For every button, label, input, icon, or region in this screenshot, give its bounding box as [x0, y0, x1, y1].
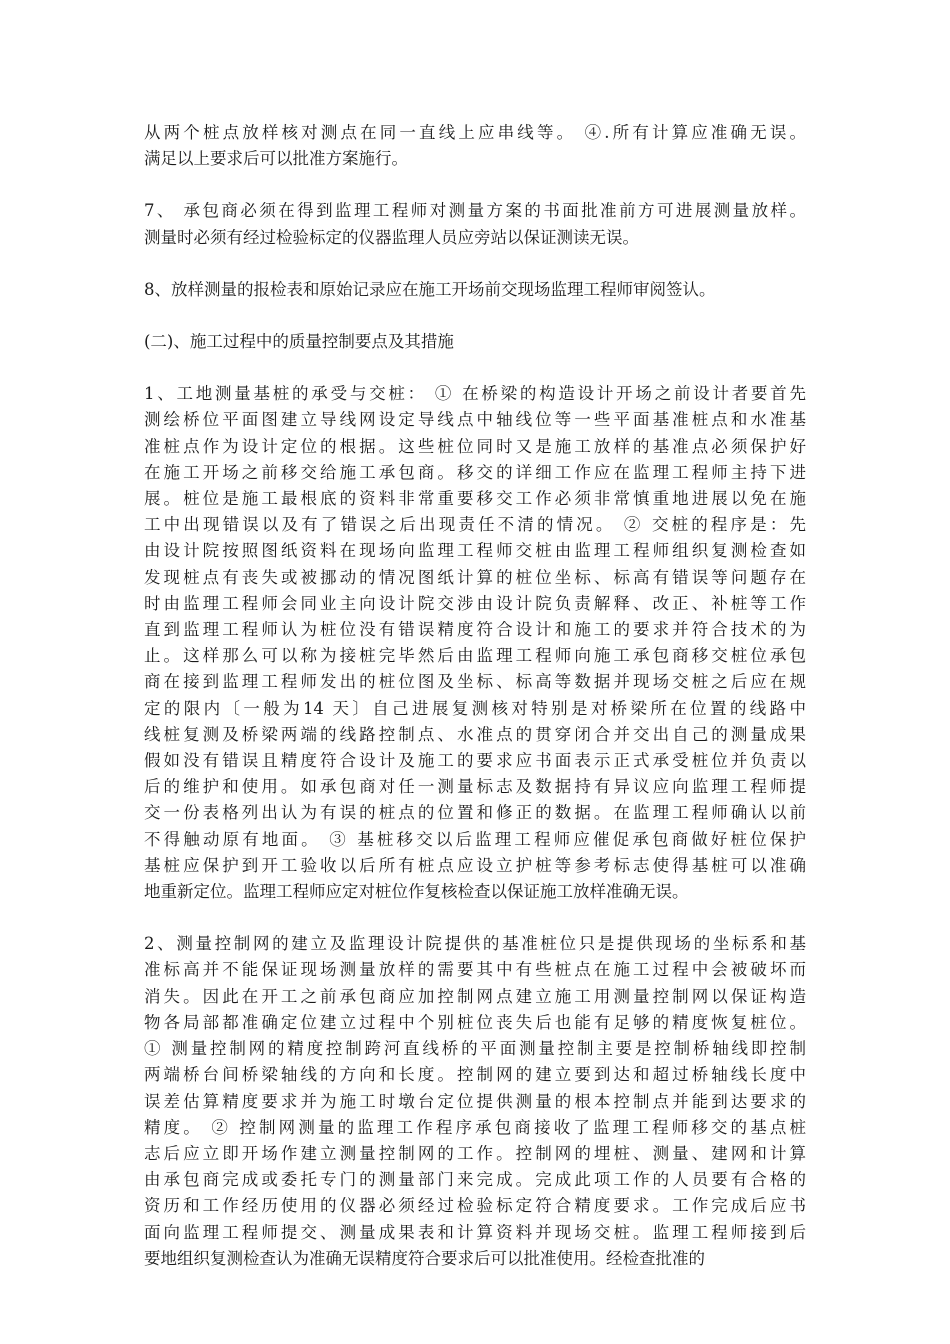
paragraph-line: 直到监理工程师认为桩位没有错误精度符合设计和施工的要求并符合技术的为	[144, 620, 806, 640]
paragraph-line: 精度。 ② 控制网测量的监理工作程序承包商接收了监理工程师移交的基点桩	[144, 1117, 806, 1137]
paragraph	[144, 329, 806, 355]
paragraph-line: 7、 承包商必须在得到监理工程师对测量方案的书面批准前方可进展测量放样。	[144, 201, 806, 221]
paragraph-line: 后的维护和使用。如承包商对任一测量标志及数据持有异议应向监理工程师提	[144, 777, 806, 797]
paragraph-line: 消失。因此在开工之前承包商应加控制网点建立施工用测量控制网以保证构造	[144, 986, 806, 1006]
paragraph-line: 满足以上要求后可以批准方案施行。	[144, 149, 408, 169]
paragraph-line: 要地组织复测检查认为准确无误精度符合要求后可以批准使用。经检查批准的	[144, 1248, 705, 1268]
paragraph	[144, 277, 806, 303]
paragraph-line: (二)、施工过程中的质量控制要点及其措施	[144, 332, 454, 352]
paragraph-line: 8、放样测量的报检表和原始记录应在施工开场前交现场监理工程师审阅签认。	[144, 279, 716, 299]
paragraph-line: 物各局部都准确定位建立过程中个别桩位丧失后也能有足够的精度恢复桩位。	[144, 1012, 806, 1032]
paragraph-line: 误差估算精度要求并为施工时墩台定位提供测量的根本控制点并能到达要求的	[144, 1091, 806, 1111]
paragraph-line: 时由监理工程师会同业主向设计院交涉由设计院负责解释、改正、补桩等工作	[144, 593, 806, 613]
paragraph-line: 由设计院按照图纸资料在现场向监理工程师交桩由监理工程师组织复测检查如	[144, 541, 806, 561]
paragraph-line: 发现桩点有丧失或被挪动的情况图纸计算的桩位坐标、标高有错误等问题存在	[144, 567, 806, 587]
paragraph-line: 2、测量控制网的建立及监理设计院提供的基准桩位只是提供现场的坐标系和基	[144, 934, 806, 954]
paragraph-line: ① 测量控制网的精度控制跨河直线桥的平面测量控制主要是控制桥轴线即控制	[144, 1039, 806, 1059]
document-body	[144, 120, 806, 1298]
paragraph-line: 止。这样那么可以称为接桩完毕然后由监理工程师向施工承包商移交桩位承包	[144, 646, 806, 666]
paragraph-line: 在施工开场之前移交给施工承包商。移交的详细工作应在监理工程师主持下进	[144, 462, 806, 482]
paragraph-line: 商在接到监理工程师发出的桩位图及坐标、标高等数据并现场交桩之后应在规	[144, 672, 806, 692]
paragraph-line: 基桩应保护到开工验收以后所有桩点应设立护桩等参考标志使得基桩可以准确	[144, 855, 806, 875]
paragraph-line: 工中出现错误以及有了错误之后出现责任不清的情况。 ② 交桩的程序是：先	[144, 515, 806, 535]
paragraph-line: 由承包商完成或委托专门的测量部门来完成。完成此项工作的人员要有合格的	[144, 1170, 806, 1190]
paragraph	[144, 120, 806, 172]
paragraph	[144, 931, 806, 1272]
paragraph-line: 从两个桩点放样核对测点在同一直线上应串线等。 ④.所有计算应准确无误。	[144, 123, 806, 142]
paragraph-line: 准标高并不能保证现场测量放样的需要其中有些桩点在施工过程中会被破坏而	[144, 960, 806, 980]
paragraph	[144, 198, 806, 250]
paragraph-line: 线桩复测及桥梁两端的线路控制点、水准点的贯穿闭合并交出自己的测量成果	[144, 724, 806, 744]
paragraph-line: 面向监理工程师提交、测量成果表和计算资料并现场交桩。监理工程师接到后	[144, 1222, 806, 1242]
paragraph-line: 定的限内〔一般为14 天〕自己进展复测核对特别是对桥梁所在位置的线路中	[144, 698, 806, 718]
paragraph-line: 测量时必须有经过检验标定的仪器监理人员应旁站以保证测读无误。	[144, 227, 639, 247]
paragraph-line: 展。桩位是施工最根底的资料非常重要移交工作必须非常慎重地进展以免在施	[144, 489, 806, 509]
paragraph-line: 假如没有错误且精度符合设计及施工的要求应书面表示正式承受桩位并负责以	[144, 751, 806, 771]
paragraph	[144, 381, 806, 905]
paragraph-line: 不得触动原有地面。 ③ 基桩移交以后监理工程师应催促承包商做好桩位保护	[144, 829, 806, 849]
paragraph-line: 资历和工作经历使用的仪器必须经过检验标定符合精度要求。工作完成后应书	[144, 1196, 806, 1216]
paragraph-line: 志后应立即开场作建立测量控制网的工作。控制网的埋桩、测量、建网和计算	[144, 1143, 806, 1163]
paragraph-line: 两端桥台间桥梁轴线的方向和长度。控制网的建立要到达和超过桥轴线长度中	[144, 1065, 806, 1085]
paragraph-line: 1、工地测量基桩的承受与交桩： ① 在桥梁的构造设计开场之前设计者要首先	[144, 384, 806, 404]
paragraph-line: 地重新定位。监理工程师应定对桩位作复核检查以保证施工放样准确无误。	[144, 882, 689, 902]
paragraph-line: 交一份表格列出认为有误的桩点的位置和修正的数据。在监理工程师确认以前	[144, 803, 806, 823]
paragraph-line: 测绘桥位平面图建立导线网设定导线点中轴线位等一些平面基准桩点和水准基	[144, 410, 806, 430]
paragraph-line: 准桩点作为设计定位的根据。这些桩位同时又是施工放样的基准点必须保护好	[144, 436, 806, 456]
